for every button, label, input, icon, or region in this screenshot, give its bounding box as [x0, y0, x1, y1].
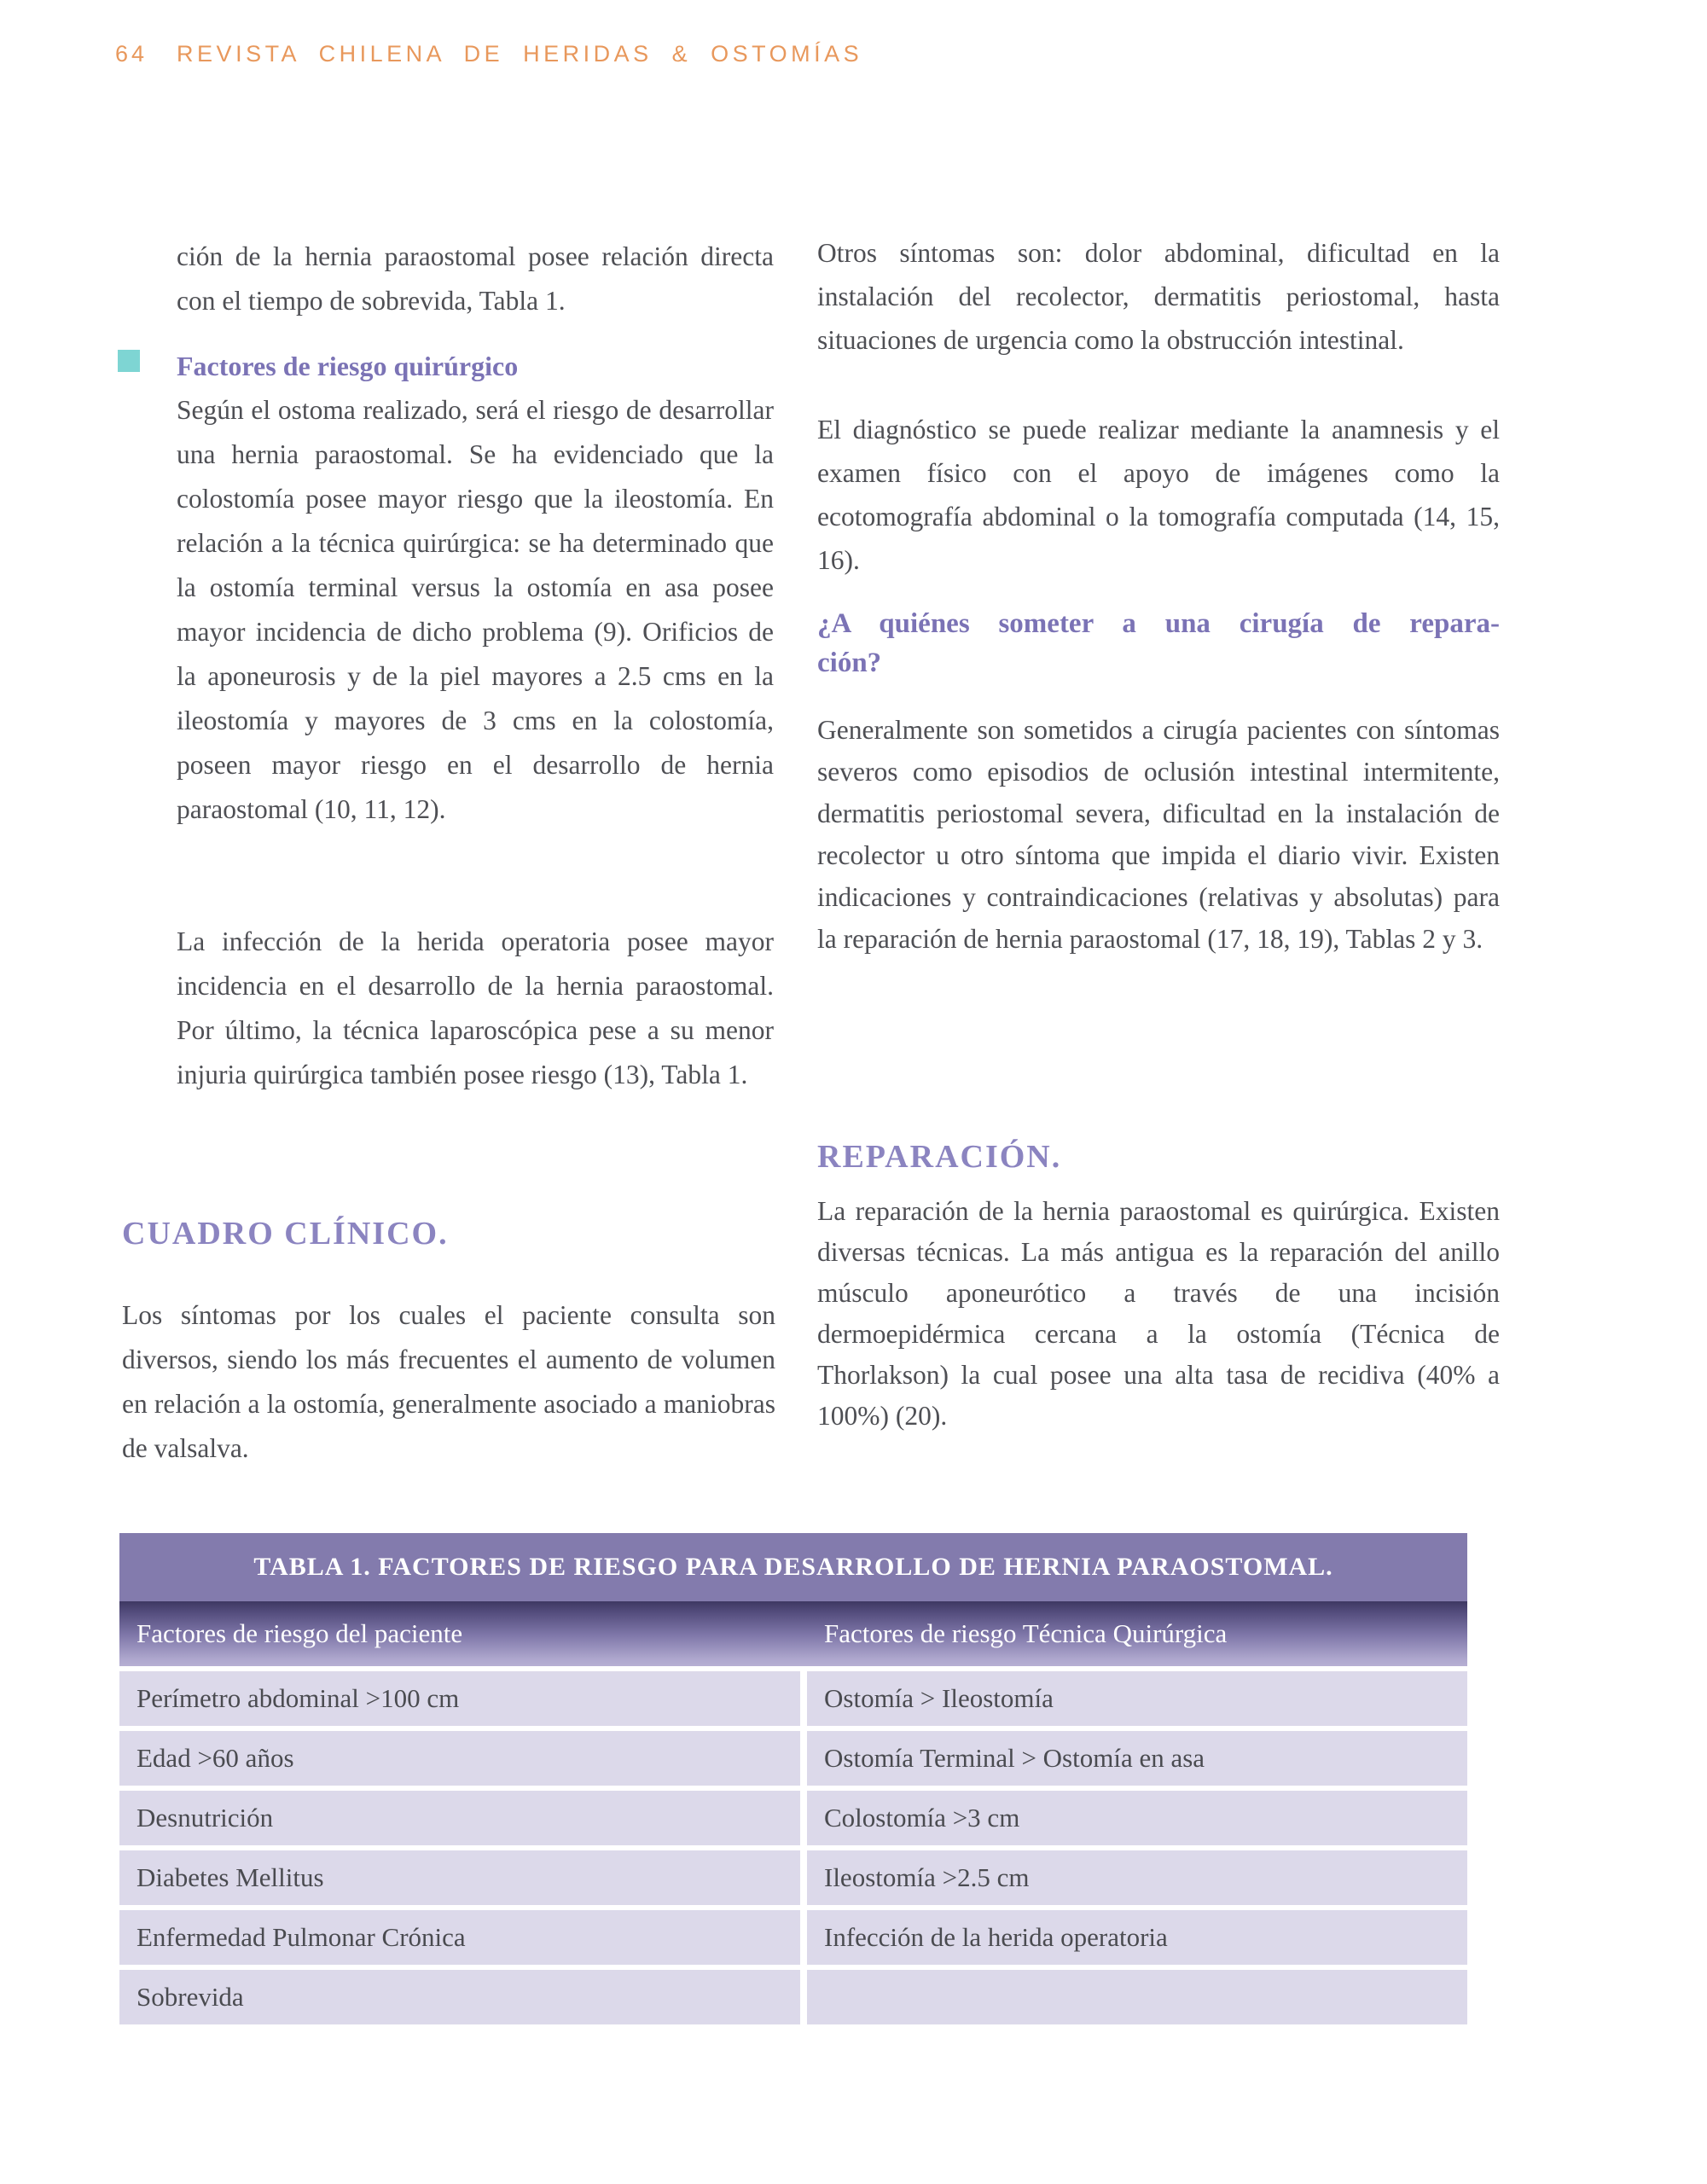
table-cell: Sobrevida [119, 1970, 800, 2024]
surgery-candidates-paragraph: Generalmente son sometidos a cirugía pacientes con síntomas severos como episodios de oclusión intestinal intermitente, dermatitis periostomal severa, dificultad en la instalación de recolector u otro síntoma que impida el diario vivir. Existen indicaciones y contraindicaciones (relativas y absolutas) para la reparación de hernia paraostomal (17, 18, 19), Tablas 2 y 3. [817, 715, 1500, 954]
surgery-question-heading [817, 604, 1500, 682]
clinical-picture-paragraph: Los síntomas por los cuales el paciente consulta son diversos, siendo los más frecuentes el aumento de volumen en relación a la ostomía, generalmente asociado a maniobras de valsalva. [122, 1300, 775, 1463]
table-cell: Enfermedad Pulmonar Crónica [119, 1910, 800, 1965]
table-cell: Ostomía Terminal > Ostomía en asa [807, 1731, 1467, 1786]
bullet-square-icon [118, 350, 140, 372]
surgery-question-line1: ¿A quiénes someter a una cirugía de repara- [817, 608, 1500, 639]
page-number: 64 [115, 41, 148, 67]
table-row [119, 1791, 1467, 1845]
table-cell: Infección de la herida operatoria [807, 1910, 1467, 1965]
symptoms-paragraph: Otros síntomas son: dolor abdominal, dificultad en la instalación del recolector, dermatitis periostomal, hasta situaciones de urgencia como la obstrucción intestinal. [817, 238, 1500, 355]
table-cell: Perímetro abdominal >100 cm [119, 1671, 800, 1726]
risk-paragraph-2: La infección de la herida operatoria posee mayor incidencia en el desarrollo de la hernia paraostomal. Por último, la técnica laparoscópica pese a su menor injuria quirúrgica también posee riesgo (13), Tabla 1. [177, 926, 774, 1089]
table-cell: Ileostomía >2.5 cm [807, 1850, 1467, 1905]
table-cell: Desnutrición [119, 1791, 800, 1845]
table-column-header-patient: Factores de riesgo del paciente [136, 1618, 463, 1648]
table-cell: Ostomía > Ileostomía [807, 1671, 1467, 1726]
table-cell: Diabetes Mellitus [119, 1850, 800, 1905]
risk-factors-heading: Factores de riesgo quirúrgico [177, 351, 519, 381]
diagnosis-paragraph: El diagnóstico se puede realizar mediante la anamnesis y el examen físico con el apoyo de imágenes como la ecotomografía abdominal o la tomografía computada (14, 15, 16). [817, 415, 1500, 575]
clinical-picture-heading: CUADRO CLÍNICO. [122, 1216, 449, 1252]
left-continuation-paragraph: ción de la hernia paraostomal posee relación directa con el tiempo de sobrevida, Tabla 1. [177, 241, 774, 316]
table-cell: Colostomía >3 cm [807, 1791, 1467, 1845]
table-column-header-surgical: Factores de riesgo Técnica Quirúrgica [824, 1618, 1228, 1648]
table-row [119, 1910, 1467, 1965]
table-row [119, 1850, 1467, 1905]
table-column-headers [119, 1601, 1467, 1666]
table-cell: Edad >60 años [119, 1731, 800, 1786]
table-row [119, 1671, 1467, 1726]
repair-paragraph: La reparación de la hernia paraostomal es quirúrgica. Existen diversas técnicas. La más antigua es la reparación del anillo músculo aponeurótico a través de una incisión dermoepidérmica cercana a la ostomía (Técnica de Thorlakson) la cual posee una alta tasa de recidiva (40% a 100%) (20). [817, 1196, 1500, 1431]
risk-paragraph-1: Según el ostoma realizado, será el riesgo de desarrollar una hernia paraostomal. Se ha evidenciado que la colostomía posee mayor riesgo que la ileostomía. En relación a la técnica quirúrgica: se ha determinado que la ostomía terminal versus la ostomía en asa posee mayor incidencia de dicho problema (9). Orificios de la aponeurosis y de la piel mayores a 2.5 cms en la ileostomía y mayores de 3 cms en la colostomía, poseen mayor riesgo en el desarrollo de hernia paraostomal (10, 11, 12). [177, 395, 774, 824]
journal-title: REVISTA CHILENA DE HERIDAS & OSTOMÍAS [177, 41, 863, 67]
repair-heading: REPARACIÓN. [817, 1139, 1062, 1175]
table-cell [807, 1970, 1467, 2024]
table-row [119, 1731, 1467, 1786]
running-head [115, 41, 862, 67]
table-title: TABLA 1. FACTORES DE RIESGO PARA DESARROLLO DE HERNIA PARAOSTOMAL. [119, 1533, 1467, 1601]
risk-factors-table [119, 1533, 1467, 2024]
surgery-question-line2: ción? [817, 648, 882, 678]
table-row [119, 1970, 1467, 2024]
